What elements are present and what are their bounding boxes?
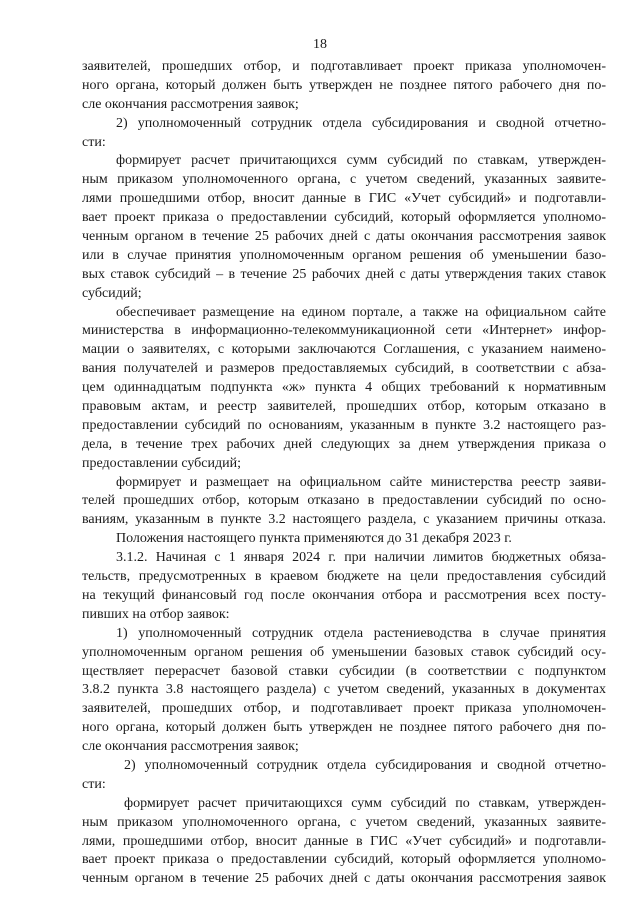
text-line: лями прошедшими отбор, вносит данные в ГИС «Учет субсидий» и подготавли- <box>82 191 606 207</box>
text-line: лями, прошедшими отбор, вносит данные в ГИС «Учет субсидий» и подготавли- <box>82 833 606 849</box>
text-line: цем одиннадцатым подпункта «ж» пункта 4 общих требований к нормативным <box>82 380 606 396</box>
text-line: ченным органом в течение 25 рабочих дней с даты окончания рассмотрения заявок <box>82 871 606 887</box>
text-line: ного органа, который должен быть утвержден не позднее пятого рабочего дня по- <box>82 77 606 93</box>
text-line: или в случае принятия уполномоченным органом решения об уменьшении базо- <box>82 247 606 263</box>
text-line: предоставлении субсидий по основаниям, указанным в пункте 3.2 настоящего раз- <box>82 417 606 433</box>
text-line: субсидий; <box>82 285 142 301</box>
text-line: вых ставок субсидий – в течение 25 рабочих дней с даты утверждения таких ставок <box>82 266 606 282</box>
text-line: обеспечивает размещение на едином портале, а также на официальном сайте <box>116 304 606 320</box>
text-line: ным приказом уполномоченного органа, с учетом сведений, указанных заявите- <box>82 172 606 188</box>
text-line: министерства в информационно-телекоммуникационной сети «Интернет» инфор- <box>82 323 606 339</box>
text-line: вания получателей и размеров предоставляемых субсидий, в соответствии с абза- <box>82 361 606 377</box>
text-line: 1) уполномоченный сотрудник отдела растениеводства в случае принятия <box>116 625 606 641</box>
page-number: 18 <box>313 37 327 52</box>
text-line: ным приказом уполномоченного органа, с учетом сведений, указанных заявите- <box>82 814 606 830</box>
text-line: 3.1.2. Начиная с 1 января 2024 г. при наличии лимитов бюджетных обяза- <box>116 550 606 566</box>
text-line: формирует и размещает на официальном сайте министерства реестр заяви- <box>116 474 606 490</box>
document-body <box>82 58 606 889</box>
text-line: 3.8.2 пункта 3.8 настоящего раздела) с учетом сведений, указанных в документах <box>82 682 606 698</box>
text-line: формирует расчет причитающихся сумм субсидий по ставкам, утвержден- <box>124 795 606 811</box>
text-line: сле окончания рассмотрения заявок; <box>82 739 299 755</box>
text-line: 2) уполномоченный сотрудник отдела субсидирования и сводной отчетно- <box>124 757 606 773</box>
text-line: ченным органом в течение 25 рабочих дней с даты окончания рассмотрения заявок <box>82 229 606 245</box>
text-line: сти: <box>82 776 106 792</box>
text-line: вает проект приказа о предоставлении субсидий, который оформляется уполномо- <box>82 852 606 868</box>
text-line: на текущий финансовый год после окончания отбора и рассмотрения всех посту- <box>82 587 606 603</box>
text-line: ного органа, который должен быть утвержден не позднее пятого рабочего дня по- <box>82 720 606 736</box>
text-line: ществляет перерасчет базовой ставки субсидии (в соответствии с подпунктом <box>82 663 606 679</box>
text-line: предоставлении субсидий; <box>82 455 241 471</box>
text-line: дела, в течение трех рабочих дней следующих за днем утверждения приказа о <box>82 436 606 452</box>
text-line: вает проект приказа о предоставлении субсидий, который оформляется уполномо- <box>82 210 606 226</box>
text-line: ваниям, указанным в пункте 3.2 настоящего раздела, с указанием причины отказа. <box>82 512 606 528</box>
text-line: Положения настоящего пункта применяются до 31 декабря 2023 г. <box>116 531 512 547</box>
text-line: формирует расчет причитающихся сумм субсидий по ставкам, утвержден- <box>116 153 606 169</box>
text-line: пивших на отбор заявок: <box>82 606 230 622</box>
text-line: тельств, предусмотренных в краевом бюджете на цели предоставления субсидий <box>82 569 606 585</box>
text-line: сти: <box>82 134 106 150</box>
text-line: 2) уполномоченный сотрудник отдела субсидирования и сводной отчетно- <box>116 115 606 131</box>
text-line: сле окончания рассмотрения заявок; <box>82 96 299 112</box>
text-line: мации о заявителях, с которыми заключаются Соглашения, с указанием наимено- <box>82 342 606 358</box>
text-line: уполномоченным органом решения об уменьшении базовых ставок субсидий осу- <box>82 644 606 660</box>
text-line: заявителей, прошедших отбор, и подготавливает проект приказа уполномочен- <box>82 701 606 717</box>
text-line: правовым актам, и реестр заявителей, прошедших отбор, которым отказано в <box>82 399 606 415</box>
text-line: заявителей, прошедших отбор, и подготавливает проект приказа уполномочен- <box>82 59 606 74</box>
text-line: телей прошедших отбор, которым отказано в предоставлении субсидий по осно- <box>82 493 606 509</box>
